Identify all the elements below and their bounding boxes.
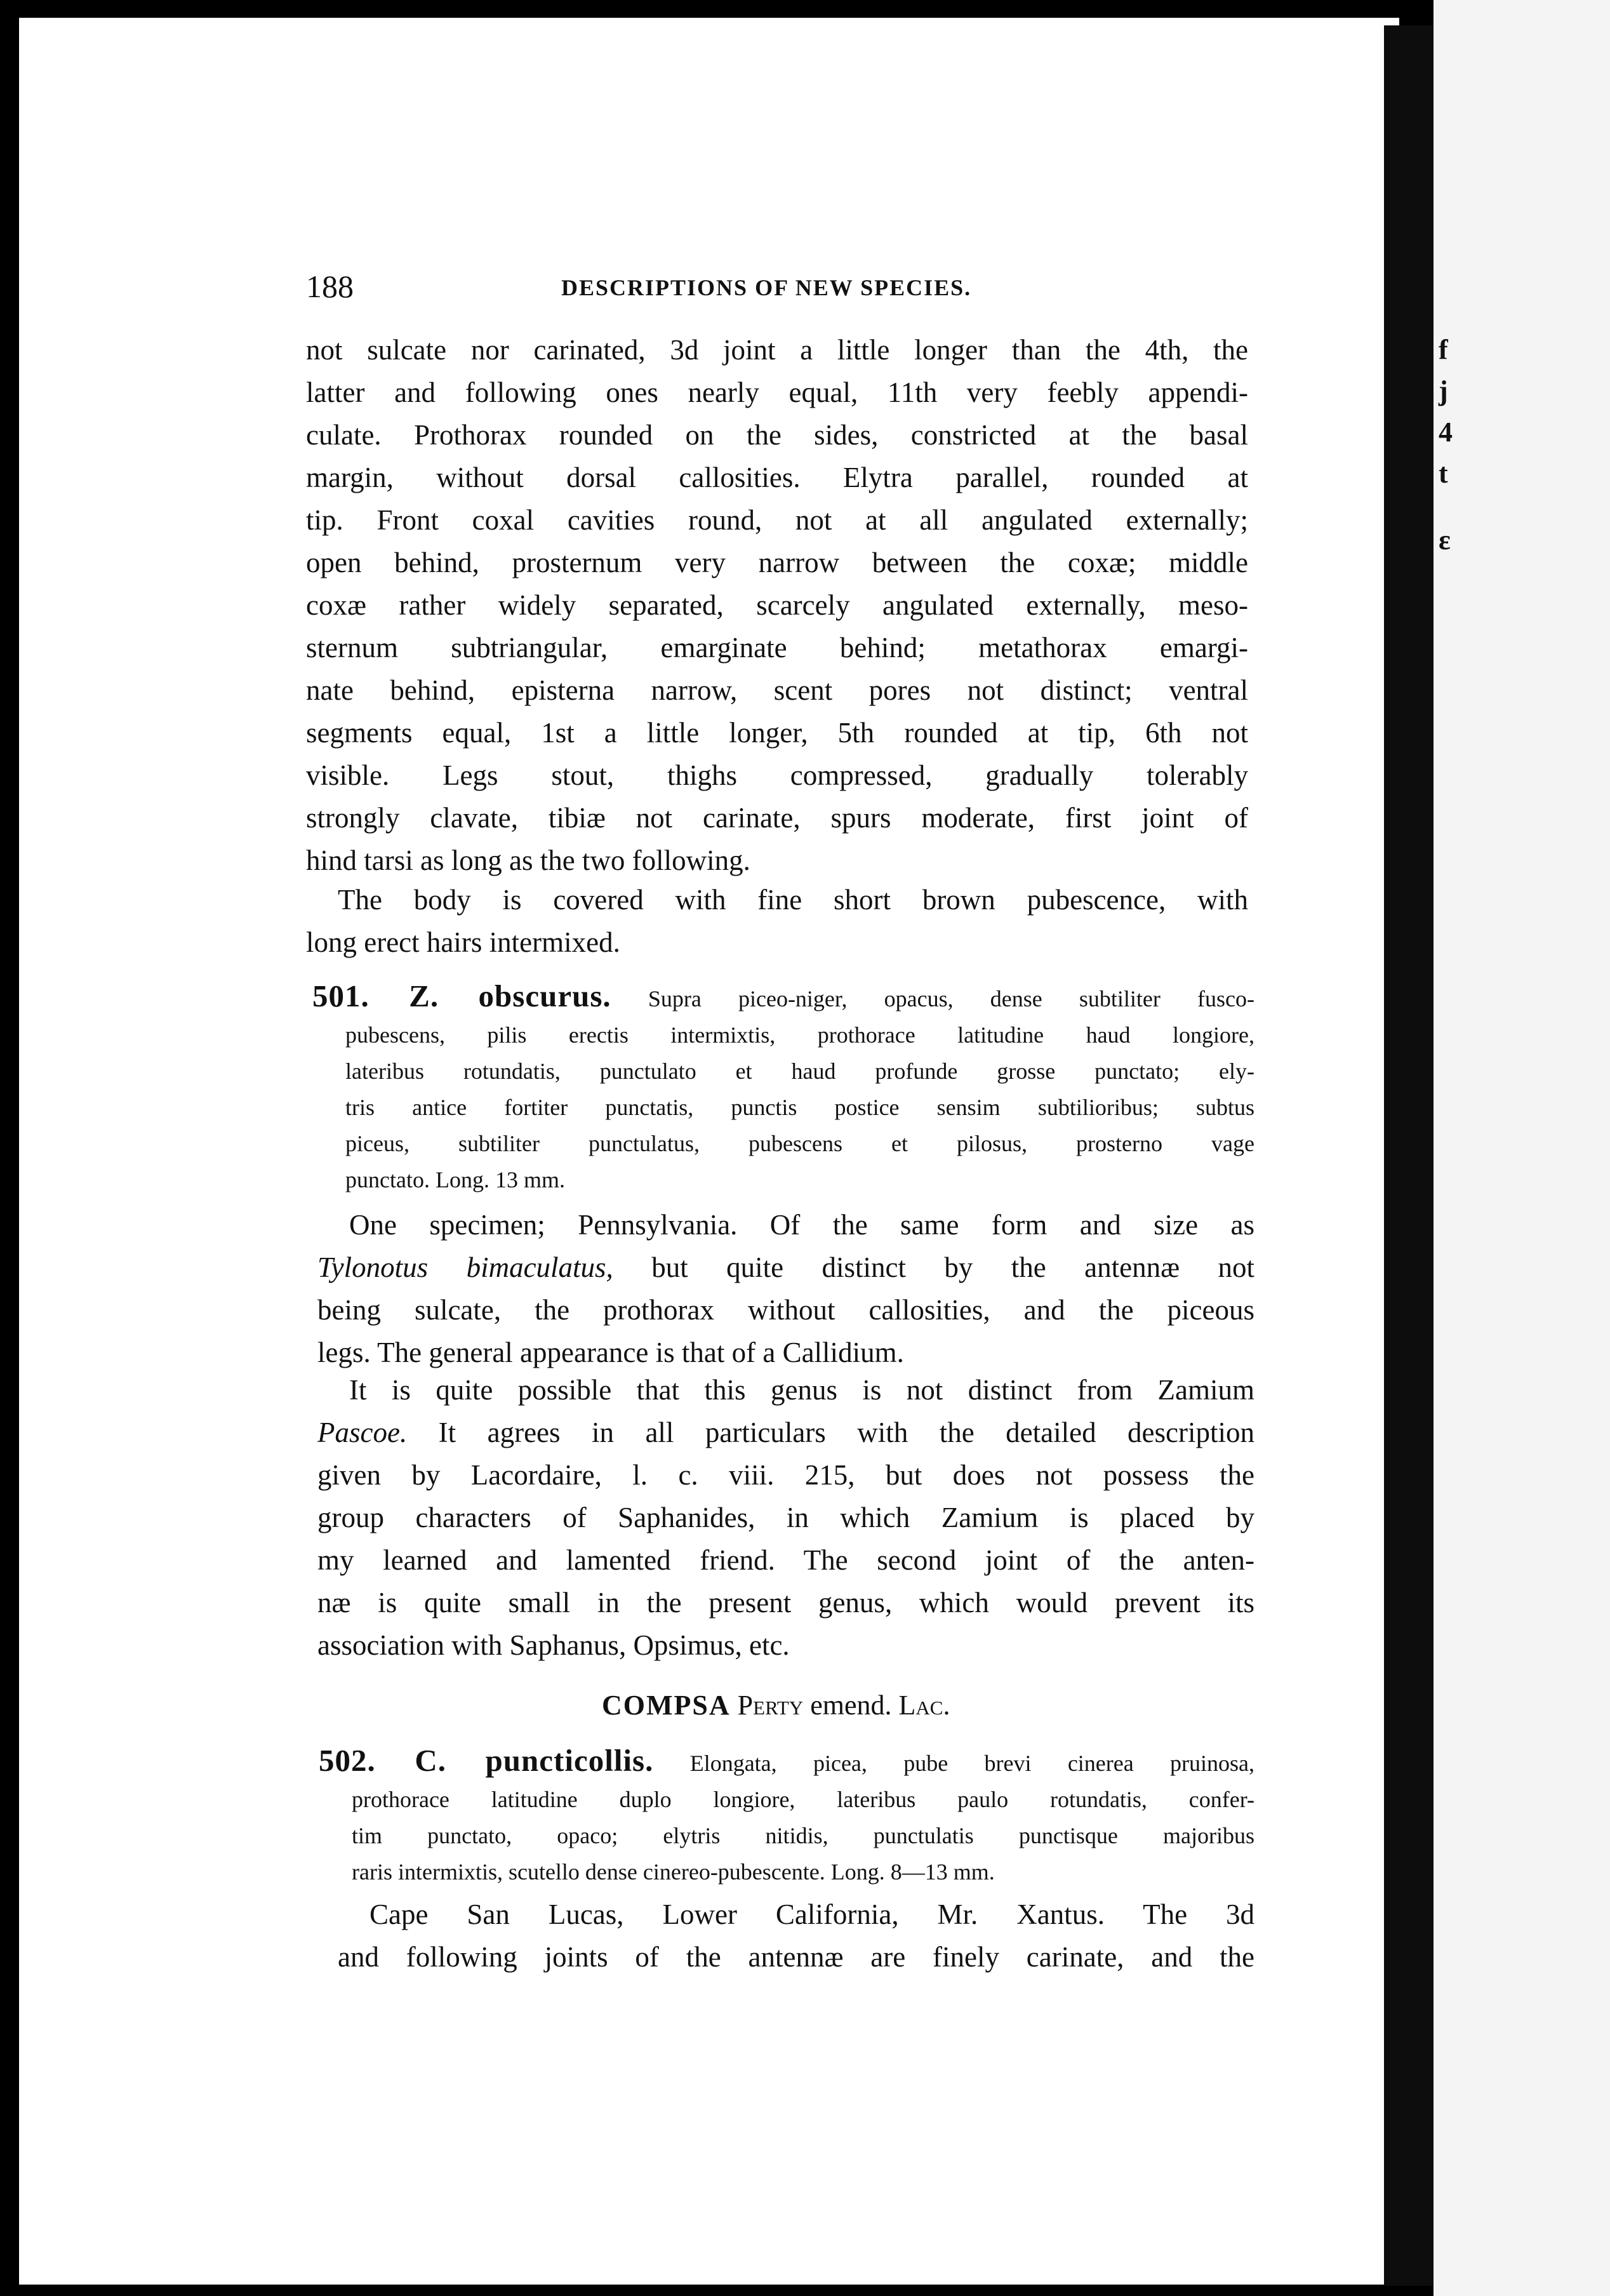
text-line: Supra piceo-niger, opacus, dense subtiliter fusco-	[648, 986, 1254, 1011]
text-line: association with Saphanus, Opsimus, etc.	[317, 1629, 790, 1661]
text-line: piceus, subtiliter punctulatus, pubescens et pilosus, prosterno vage	[345, 1131, 1254, 1156]
running-head	[306, 268, 1271, 312]
text-line: Cape San Lucas, Lower California, Mr. Xantus. The 3d	[369, 1899, 1254, 1930]
text-line: nate behind, episterna narrow, scent pores not distinct; ventral	[306, 674, 1248, 706]
text-line: but quite distinct by the antennæ not	[613, 1251, 1254, 1283]
text-line: lateribus rotundatis, punctulato et haud profunde grosse punctato; ely-	[345, 1058, 1254, 1084]
text-line: culate. Prothorax rounded on the sides, constricted at the basal	[306, 419, 1248, 451]
text-line: hind tarsi as long as the two following.	[306, 844, 750, 876]
text-line: sternum subtriangular, emarginate behind; metathorax emargi-	[306, 632, 1248, 664]
text-line: margin, without dorsal callosities. Elytra parallel, rounded at	[306, 462, 1248, 493]
text-line: strongly clavate, tibiæ not carinate, spurs moderate, first joint of	[306, 802, 1248, 834]
text-line: næ is quite small in the present genus, which would prevent its	[317, 1587, 1254, 1619]
running-title: DESCRIPTIONS OF NEW SPECIES.	[561, 275, 972, 300]
species-502-heading: 502. C. puncticollis.	[319, 1743, 654, 1778]
genus-lac: Lac.	[898, 1690, 950, 1721]
text-line: not sulcate nor carinated, 3d joint a little longer than the 4th, the	[306, 334, 1248, 366]
italic-genus-name: Tylonotus bimaculatus,	[317, 1251, 613, 1283]
text-line: tim punctato, opaco; elytris nitidis, punctulatis punctisque majoribus	[352, 1823, 1254, 1848]
adjacent-page-fragment: f	[1439, 334, 1448, 365]
genus-heading	[602, 1689, 950, 1721]
text-line: tris antice fortiter punctatis, punctis postice sensim subtilioribus; subtus	[345, 1095, 1254, 1120]
text-line: tip. Front coxal cavities round, not at all angulated externally;	[306, 504, 1248, 536]
adjacent-page-fragment: ε	[1439, 524, 1451, 556]
genus-emend: emend.	[810, 1690, 892, 1721]
species-501-heading: 501. Z. obscurus.	[312, 978, 611, 1013]
species-501-diagnosis	[312, 978, 1254, 1198]
text-line: It is quite possible that this genus is not distinct from Zamium	[349, 1374, 1254, 1406]
text-line: It agrees in all particulars with the detailed description	[407, 1417, 1254, 1448]
text-line: raris intermixtis, scutello dense cinereo-pubescente. Long. 8—13 mm.	[352, 1859, 995, 1885]
text-line: prothorace latitudine duplo longiore, lateribus paulo rotundatis, confer-	[352, 1787, 1254, 1812]
text-line: pubescens, pilis erectis intermixtis, prothorace latitudine haud longiore,	[345, 1022, 1254, 1048]
text-line: punctato. Long. 13 mm.	[345, 1167, 565, 1192]
text-line: visible. Legs stout, thighs compressed, gradually tolerably	[306, 759, 1248, 791]
text-line: open behind, prosternum very narrow between the coxæ; middle	[306, 547, 1248, 578]
text-line: latter and following ones nearly equal, 11th very feebly appendi-	[306, 377, 1248, 408]
book-page	[19, 18, 1399, 2285]
adjacent-page-edge	[1434, 0, 1610, 2296]
adjacent-page-fragment: 4	[1439, 417, 1453, 448]
text-line: group characters of Saphanides, in which Zamium is placed by	[317, 1502, 1254, 1533]
text-line: coxæ rather widely separated, scarcely angulated externally, meso-	[306, 589, 1248, 621]
page-number: 188	[306, 269, 354, 304]
adjacent-page-fragment: j	[1439, 375, 1448, 406]
text-line: The body is covered with fine short brown pubescence, with	[338, 884, 1248, 916]
text-line: and following joints of the antennæ are finely carinate, and the	[338, 1941, 1254, 1973]
pubescence-paragraph	[306, 879, 1248, 964]
text-line: Elongata, picea, pube brevi cinerea pruinosa,	[689, 1751, 1255, 1776]
species-501-remarks-1	[317, 1204, 1254, 1374]
adjacent-page-fragment: t	[1439, 458, 1448, 489]
species-502-remarks	[338, 1893, 1254, 1979]
text-line: my learned and lamented friend. The second joint of the anten-	[317, 1544, 1254, 1576]
text-line: given by Lacordaire, l. c. viii. 215, but does not possess the	[317, 1459, 1254, 1491]
text-line: segments equal, 1st a little longer, 5th rounded at tip, 6th not	[306, 717, 1248, 749]
book-gutter	[1384, 25, 1435, 2286]
italic-author-name: Pascoe.	[317, 1417, 408, 1448]
genus-name: COMPSA	[602, 1690, 731, 1721]
genus-author: Perty	[737, 1690, 804, 1721]
text-line: being sulcate, the prothorax without callosities, and the piceous	[317, 1294, 1254, 1326]
genus-description-continuation	[306, 329, 1248, 882]
text-line: One specimen; Pennsylvania. Of the same form and size as	[349, 1209, 1254, 1241]
text-line: legs. The general appearance is that of a Callidium.	[317, 1337, 904, 1368]
species-502-diagnosis	[319, 1742, 1254, 1890]
species-501-remarks-2	[317, 1369, 1254, 1667]
text-line: long erect hairs intermixed.	[306, 926, 620, 958]
